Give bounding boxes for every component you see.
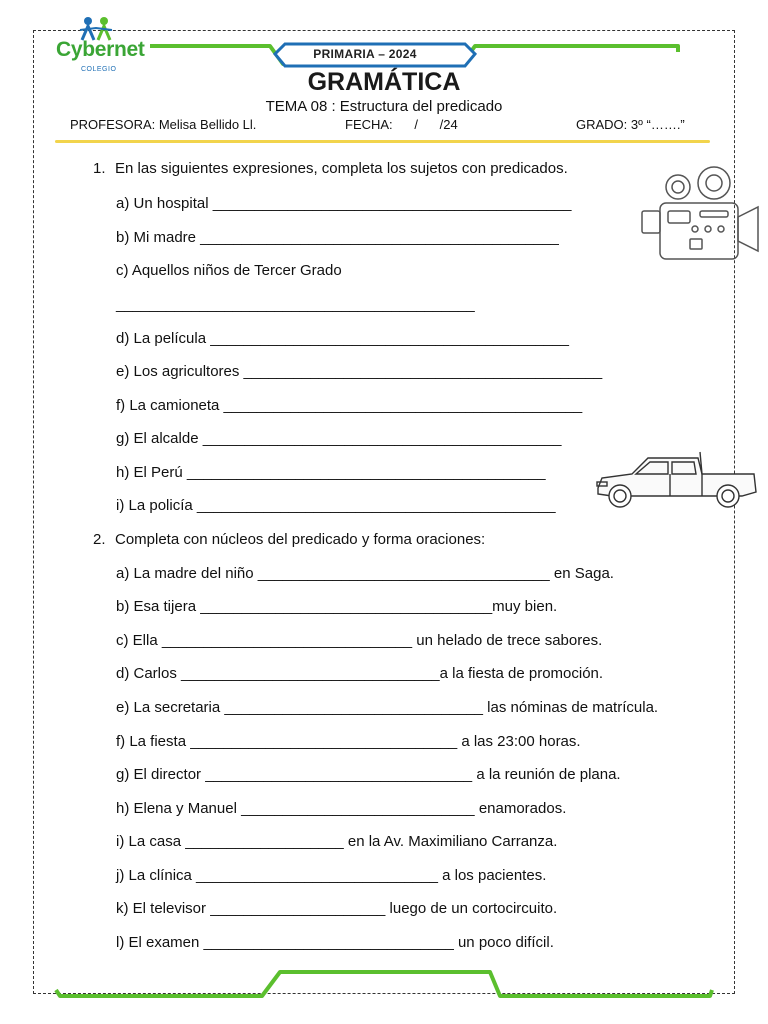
exercise-item: h) El Perú ___________________________________________ bbox=[116, 464, 546, 481]
logo-subtext: COLEGIO bbox=[81, 66, 117, 73]
exercise-item: d) Carlos _______________________________a la fiesta de promoción. bbox=[116, 665, 604, 682]
answer-line: ___________________________________________ bbox=[116, 296, 475, 313]
footer-decoration bbox=[0, 960, 768, 1000]
exercise-item: c) Ella ______________________________ un helado de trece sabores. bbox=[116, 632, 603, 649]
exercise-item: l) El examen ______________________________ un poco difícil. bbox=[116, 934, 554, 951]
exercise-item: f) La camioneta ___________________________________________ bbox=[116, 397, 583, 414]
question-number: 1. bbox=[93, 160, 106, 177]
exercise-item: a) Un hospital ___________________________________________ bbox=[116, 195, 572, 212]
exercise-item: g) El alcalde ___________________________________________ bbox=[116, 430, 562, 447]
level-banner: PRIMARIA – 2024 bbox=[313, 47, 417, 61]
exercise-item: e) La secretaria _______________________________ las nóminas de matrícula. bbox=[116, 699, 659, 716]
exercise-item: g) El director ________________________________ a la reunión de plana. bbox=[116, 766, 621, 783]
exercise-item: d) La película ___________________________________________ bbox=[116, 330, 569, 347]
teacher-field: PROFESORA: Melisa Bellido Ll. bbox=[70, 117, 257, 132]
exercise-item: j) La clínica _____________________________ a los pacientes. bbox=[116, 867, 547, 884]
header-divider bbox=[55, 140, 710, 143]
exercise-item: k) El televisor _____________________ luego de un cortocircuito. bbox=[116, 900, 558, 917]
grade-field: GRADO: 3º “…….” bbox=[576, 117, 685, 132]
topic-subtitle: TEMA 08 : Estructura del predicado bbox=[265, 98, 503, 115]
exercise-item: b) Mi madre ___________________________________________ bbox=[116, 229, 559, 246]
exercise-item: i) La policía ___________________________________________ bbox=[116, 497, 556, 514]
camera-icon bbox=[640, 165, 762, 263]
question-instruction: En las siguientes expresiones, completa los sujetos con predicados. bbox=[115, 160, 568, 177]
exercise-item: i) La casa ___________________ en la Av. Maximiliano Carranza. bbox=[116, 833, 558, 850]
question-instruction: Completa con núcleos del predicado y forma oraciones: bbox=[115, 531, 486, 548]
exercise-item: h) Elena y Manuel ____________________________ enamorados. bbox=[116, 800, 567, 817]
exercise-item: f) La fiesta ________________________________ a las 23:00 horas. bbox=[116, 733, 581, 750]
exercise-item: c) Aquellos niños de Tercer Grado bbox=[116, 262, 342, 279]
exercise-item: e) Los agricultores ___________________________________________ bbox=[116, 363, 603, 380]
exercise-item: b) Esa tijera ___________________________________muy bien. bbox=[116, 598, 558, 615]
page-title: GRAMÁTICA bbox=[307, 68, 461, 96]
logo-text: Cybernet bbox=[56, 38, 145, 61]
pickup-truck-icon bbox=[592, 448, 760, 514]
question-2 bbox=[93, 531, 485, 548]
date-field: FECHA: / /24 bbox=[345, 117, 458, 132]
question-number: 2. bbox=[93, 531, 106, 548]
exercise-item: a) La madre del niño ___________________________________ en Saga. bbox=[116, 565, 614, 582]
question-1 bbox=[93, 160, 568, 177]
